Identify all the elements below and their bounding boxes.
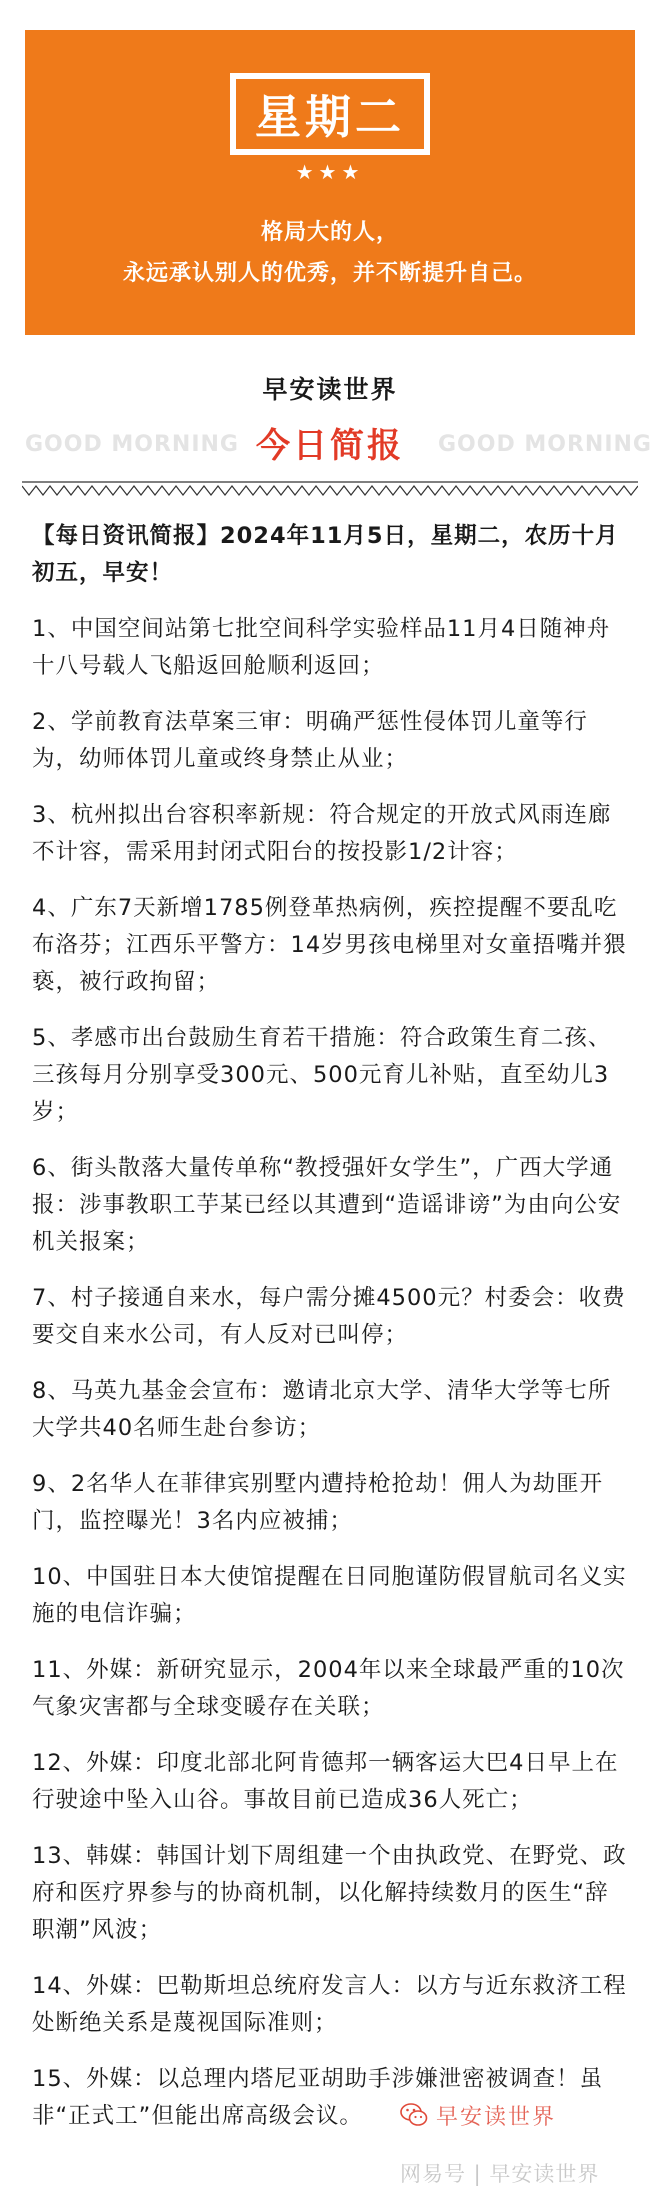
brand-name: 早安读世界 — [262, 375, 398, 404]
wechat-icon — [400, 2102, 428, 2128]
headline: 【每日资讯简报】2024年11月5日，星期二，农历十月初五，早安！ — [32, 523, 619, 586]
quote-line-2: 永远承认别人的优秀，并不断提升自己。 — [122, 260, 537, 286]
news-item: 10、中国驻日本大使馆提醒在日同胞谨防假冒航司名义实施的电信诈骗； — [32, 1564, 627, 1627]
weekday-label: 星期二 — [236, 79, 424, 149]
watermark — [0, 2100, 660, 2196]
news-item: 5、孝感市出台鼓励生育若干措施：符合政策生育二孩、三孩每月分别享受300元、500元育儿补贴，直至幼儿3岁； — [32, 1025, 612, 1125]
news-item: 15、外媒：以总理内塔尼亚胡助手涉嫌泄密被调查！虽非“正式工”但能出席高级会议。 — [32, 2066, 604, 2129]
zigzag-divider — [22, 480, 638, 498]
watermark-account: 早安读世界 — [436, 2105, 557, 2130]
news-item: 14、外媒：巴勒斯坦总统府发言人：以方与近东救济工程处断绝关系是蔑视国际准则； — [32, 1973, 627, 2036]
good-morning-left: GOOD MORNING — [25, 432, 239, 457]
news-item: 11、外媒：新研究显示，2004年以来全球最严重的10次气象灾害都与全球变暖存在关联； — [32, 1657, 625, 1720]
news-item: 8、马英九基金会宣布：邀请北京大学、清华大学等七所大学共40名师生赴台参访； — [32, 1378, 612, 1441]
news-item: 7、村子接通自来水，每户需分摊4500元？村委会：收费要交自来水公司，有人反对已叫停； — [32, 1285, 626, 1348]
quote-line-1: 格局大的人， — [260, 219, 399, 245]
news-list — [32, 611, 632, 2135]
news-item: 3、杭州拟出台容积率新规：符合规定的开放式风雨连廊不计容，需采用封闭式阳台的按投影1/2计容； — [32, 802, 612, 865]
watermark-source: 网易号 | 早安读世界 — [400, 2162, 600, 2186]
good-morning-right: GOOD MORNING — [438, 432, 652, 457]
news-item: 13、韩媒：韩国计划下周组建一个由执政党、在野党、政府和医疗界参与的协商机制，以化解持续数月的医生“辞职潮”风波； — [32, 1843, 627, 1943]
news-article — [32, 518, 632, 2154]
news-item: 6、街头散落大量传单称“教授强奸女学生”，广西大学通报：涉事教职工芋某已经以其遭到“造谣诽谤”为由向公安机关报案； — [32, 1155, 622, 1255]
news-item: 1、中国空间站第七批空间科学实验样品11月4日随神舟十八号载人飞船返回舱顺利返回； — [32, 616, 611, 679]
news-item: 2、学前教育法草案三审：明确严惩性侵体罚儿童等行为，幼师体罚儿童或终身禁止从业； — [32, 709, 588, 772]
header-banner — [25, 30, 635, 335]
news-item: 12、外媒：印度北部北阿肯德邦一辆客运大巴4日早上在行驶途中坠入山谷。事故目前已造成36人死亡； — [32, 1750, 619, 1813]
page-title: 今日简报 — [256, 426, 404, 466]
stars-decoration: ★★★ — [295, 160, 365, 184]
news-item: 9、2名华人在菲律宾别墅内遭持枪抢劫！佣人为劫匪开门，监控曝光！3名内应被捕； — [32, 1471, 604, 1534]
news-item: 4、广东7天新增1785例登革热病例，疾控提醒不要乱吃布洛芬；江西乐平警方：14岁男孩电梯里对女童捂嘴并猥亵，被行政拘留； — [32, 895, 627, 995]
weekday-frame — [230, 73, 430, 155]
